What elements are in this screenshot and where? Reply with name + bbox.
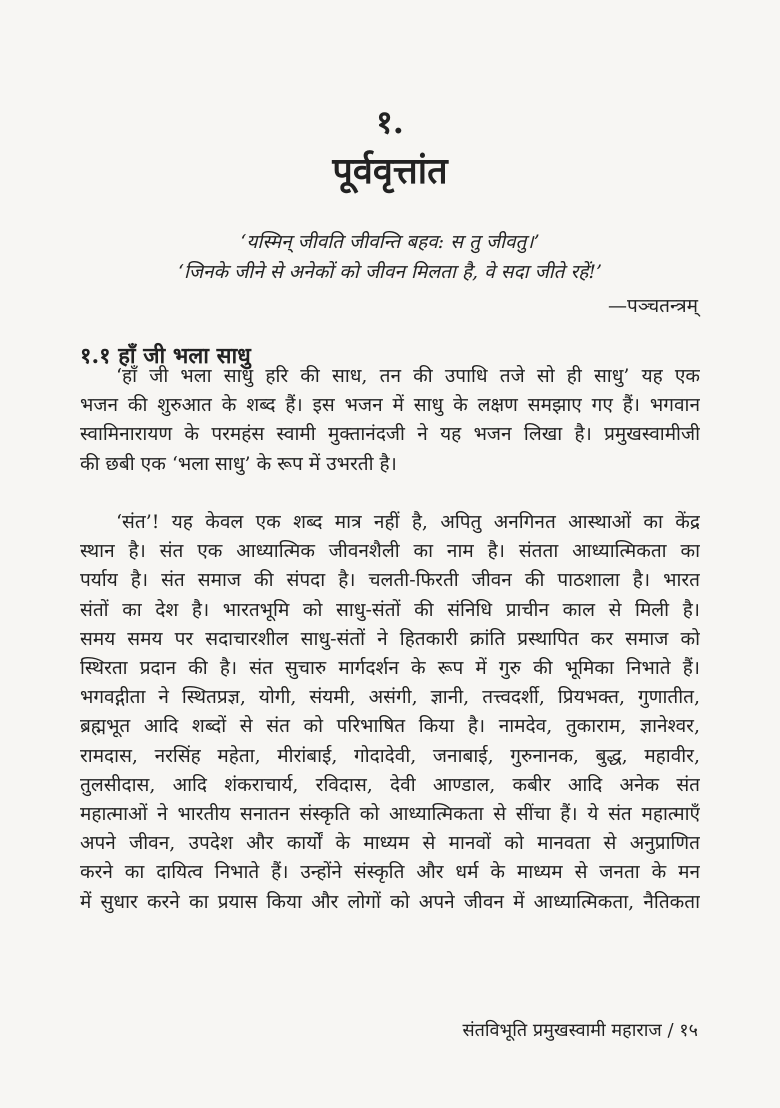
text-line: ‘संत’! यह केवल एक शब्द मात्र नहीं है, अपितु अनगिनत आस्थाओं का केंद्र [116, 511, 700, 533]
text-line: करने का दायित्व निभाते हैं। उन्होंने संस्कृति और धर्म के माध्यम से जनता के मन [80, 861, 700, 884]
text-line: समय समय पर सदाचारशील साधु-संतों ने हितकारी क्रांति प्रस्थापित कर समाज को [80, 627, 700, 650]
text-line: स्थिरता प्रदान की है। संत सुचारु मार्गदर्शन के रूप में गुरु की भूमिका निभाते हैं। [80, 657, 700, 679]
text-line: संतों का देश है। भारतभूमि को साधु-संतों की संनिधि प्राचीन काल से मिली है। [80, 598, 700, 621]
text-line: की छबी एक ‘भला साधु’ के रूप में उभरती है। [80, 452, 397, 475]
text-line: पर्याय है। संत समाज की संपदा है। चलती-फिरती जीवन की पाठशाला है। भारत [80, 569, 700, 592]
text-line: में सुधार करने का प्रयास किया और लोगों को अपने जीवन में आध्यात्मिकता, नैतिकता [80, 890, 700, 913]
text-line: स्वामिनारायण के परमहंस स्वामी मुक्तानंदजी ने यह भजन लिखा है। प्रमुखस्वामीजी [80, 423, 700, 446]
epigraph-line: ‘जिनके जीने से अनेकों को जीवन मिलता है, वे सदा जीते रहें!’ [177, 261, 603, 283]
epigraph-attribution: —पञ्चतन्त्रम् [608, 295, 698, 317]
text-line: भजन की शुरुआत के शब्द हैं। इस भजन में साधु के लक्षण समझाए गए हैं। भगवान [80, 394, 700, 417]
text-line: ‘हाँ जी भला साधु हरि की साध, तन की उपाधि तजे सो ही साधु’ यह एक [116, 365, 700, 387]
text-line: तुलसीदास, आदि शंकराचार्य, रविदास, देवी आण्डाल, कबीर आदि अनेक संत [80, 773, 700, 796]
text-line: भगवद्गीता ने स्थितप्रज्ञ, योगी, संयमी, असंगी, ज्ञानी, तत्त्वदर्शी, प्रियभक्त, गुणातीत, [80, 686, 700, 709]
chapter-number: १. [376, 103, 404, 141]
text-line: अपने जीवन, उपदेश और कार्यों के माध्यम से मानवों को मानवता से अनुप्राणित [80, 832, 700, 855]
text-line: ब्रह्मभूत आदि शब्दों से संत को परिभाषित किया है। नामदेव, तुकाराम, ज्ञानेश्वर, [80, 715, 700, 738]
text-line: महात्माओं ने भारतीय सनातन संस्कृति को आध्यात्मिकता से सींचा हैं। ये संत महात्माएँ [80, 803, 700, 825]
page-footer: संतविभूति प्रमुखस्वामी महाराज / १५ [462, 1020, 698, 1041]
epigraph-line: ‘यस्मिन् जीवति जीवन्ति बहव: स तु जीवतु।’ [240, 231, 540, 253]
text-line: रामदास, नरसिंह महेता, मीरांबाई, गोदादेवी, जनाबाई, गुरुनानक, बुद्ध, महावीर, [80, 744, 700, 767]
section-heading: १.१ हाँ जी भला साधु [80, 343, 251, 369]
chapter-title: पूर्ववृत्तांत [332, 150, 448, 192]
text-line: स्थान है। संत एक आध्यात्मिक जीवनशैली का नाम है। संतता आध्यात्मिकता का [80, 540, 700, 563]
